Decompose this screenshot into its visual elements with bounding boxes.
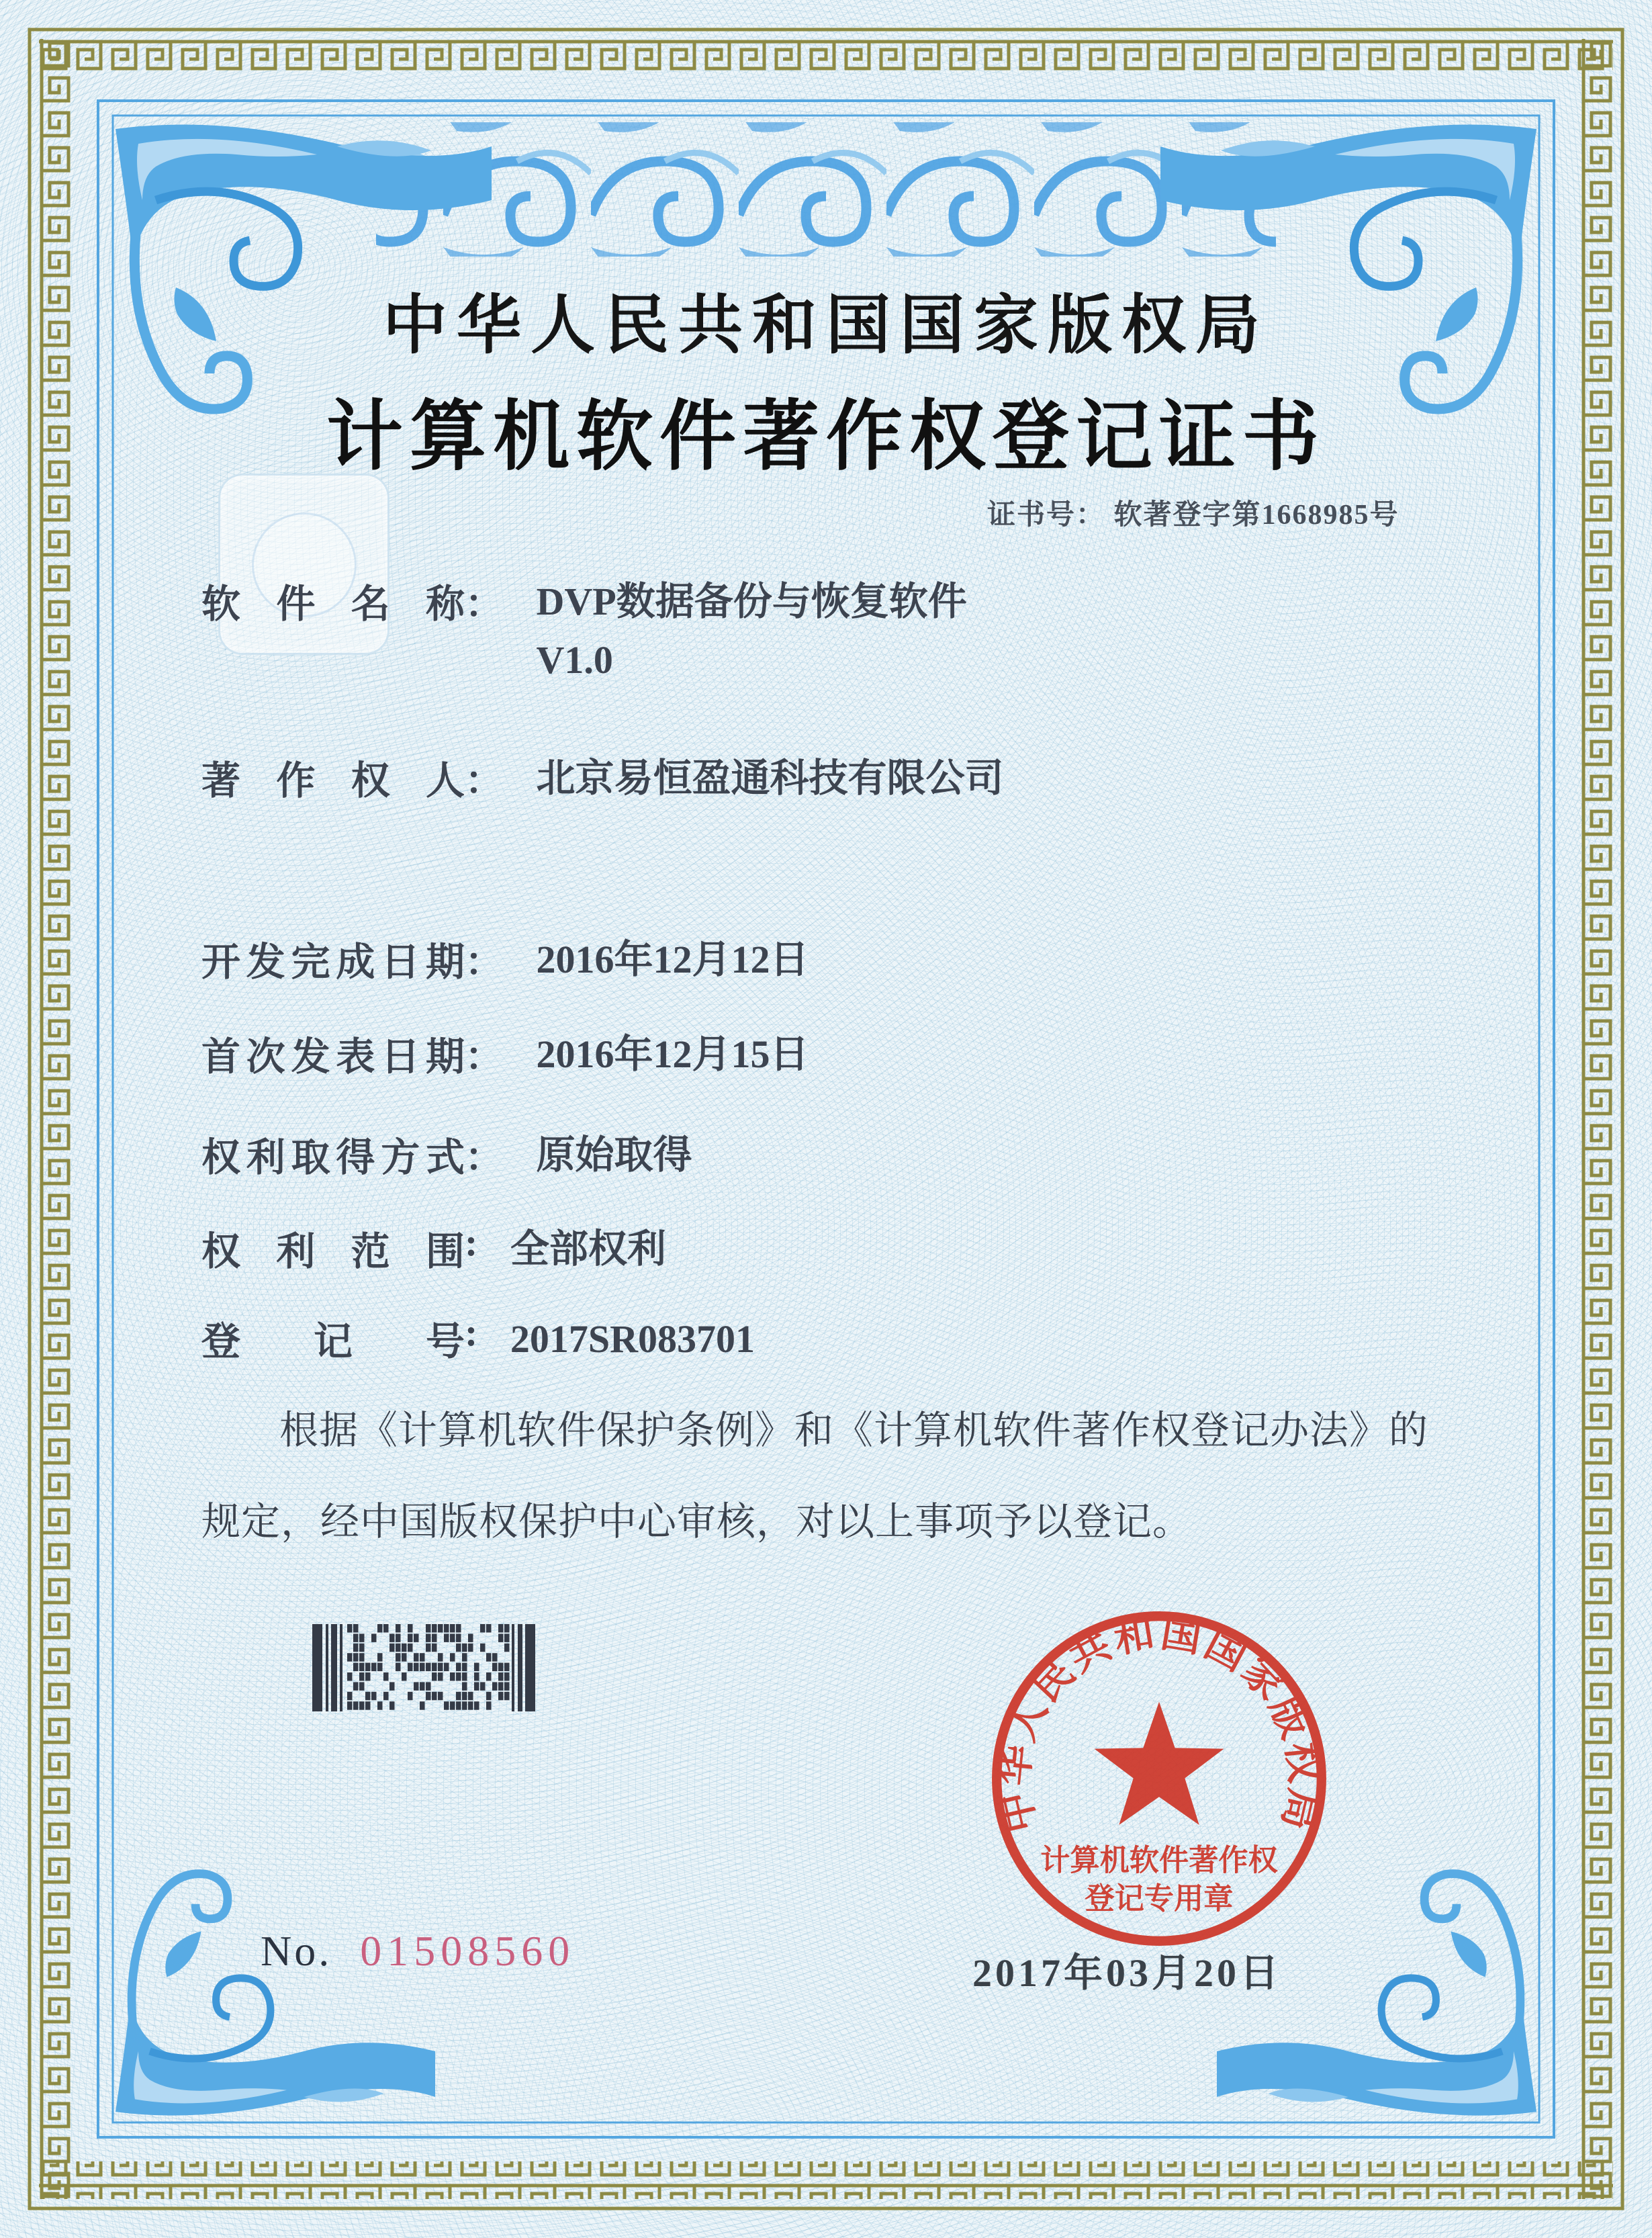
seal-inner-line-1: 计算机软件著作权 xyxy=(1040,1844,1278,1877)
field-software-name xyxy=(201,572,967,689)
field-value: 2016年12月15日 xyxy=(536,1032,809,1076)
field-value-line1: DVP数据备份与恢复软件 xyxy=(536,580,967,623)
field-label: 软件名称 xyxy=(201,582,465,626)
certificate-title: 计算机软件著作权登记证书 xyxy=(326,394,1326,480)
certificate-number-label: 证书号： xyxy=(987,500,1106,531)
field-value: 2016年12月12日 xyxy=(536,938,809,981)
field-colon: : xyxy=(465,1220,478,1264)
field-colon: ： xyxy=(465,759,504,803)
serial-number-value: 01508560 xyxy=(360,1927,576,1975)
field-value-line2: V1.0 xyxy=(536,638,613,682)
field-colon: : xyxy=(465,1310,478,1354)
field-rights-acquisition xyxy=(201,1126,692,1184)
authority-title: 中华人民共和国国家版权局 xyxy=(383,289,1269,361)
certificate-number-line xyxy=(987,492,1399,533)
field-label: 开发完成日期 xyxy=(201,940,465,984)
field-first-publish-date xyxy=(201,1025,809,1083)
field-value: 北京易恒盈通科技有限公司 xyxy=(536,756,1004,800)
field-value: 2017SR083701 xyxy=(510,1317,755,1361)
seal-inner-line-2: 登记专用章 xyxy=(1085,1882,1234,1916)
field-copyright-holder xyxy=(201,749,1004,807)
field-label: 著作权人 xyxy=(201,759,465,803)
certificate-number-value: 软著登字第1668985号 xyxy=(1113,500,1399,531)
issue-date: 2017年03月20日 xyxy=(972,1951,1283,1995)
serial-number-label: No. xyxy=(261,1927,332,1975)
field-label: 登记号 xyxy=(201,1320,465,1363)
statement-line-2: 规定，经中国版权保护中心审核，对以上事项予以登记。 xyxy=(201,1499,1193,1543)
pdf417-barcode-icon xyxy=(312,1624,535,1711)
field-registration-number xyxy=(201,1310,755,1368)
field-label: 权利范围 xyxy=(201,1230,465,1273)
field-rights-scope xyxy=(201,1220,666,1278)
field-dev-complete-date xyxy=(201,930,809,989)
field-colon: ： xyxy=(465,940,504,984)
field-label: 权利取得方式 xyxy=(201,1136,465,1179)
field-value xyxy=(537,572,967,689)
registration-statement xyxy=(201,1385,1464,1567)
statement-line-1: 根据《计算机软件保护条例》和《计算机软件著作权登记办法》的 xyxy=(279,1408,1429,1452)
field-colon: ： xyxy=(465,582,504,626)
serial-number-line xyxy=(261,1926,575,1976)
field-colon: ： xyxy=(465,1035,504,1079)
field-value: 原始取得 xyxy=(536,1133,692,1177)
official-red-seal xyxy=(984,1604,1334,1953)
seal-ring-text: 中华人民共和国国家版权局 xyxy=(991,1610,1327,1837)
field-value: 全部权利 xyxy=(510,1227,666,1271)
field-label: 首次发表日期 xyxy=(201,1035,465,1079)
red-star-icon xyxy=(1095,1702,1224,1825)
field-colon: ： xyxy=(465,1136,504,1179)
